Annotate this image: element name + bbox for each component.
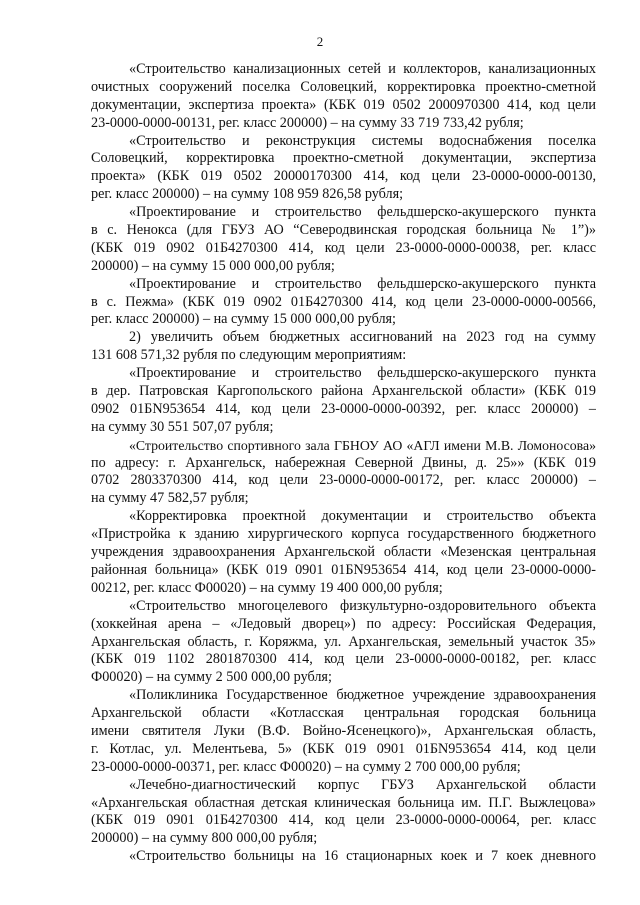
text-line: 200000) – на сумму 800 000,00 рубля;: [91, 830, 318, 847]
text-line: Соловецкий, корректировка проектно-сметной документации, экспертиза: [91, 150, 596, 167]
paragraph: [91, 204, 596, 276]
text-line: рег. класс 200000) – на сумму 108 959 826,58 рубля;: [91, 186, 404, 203]
text-line: «Пристройка к зданию хирургического корпуса государственного бюджетного: [91, 526, 596, 543]
text-line: в с. Ненокса (для ГБУЗ АО “Северодвинская городская больница № 1”)»: [91, 222, 596, 239]
page-number: 2: [316, 34, 324, 49]
paragraph: [91, 329, 596, 365]
text-line: учреждения здравоохранения Архангельской области «Мезенская центральная: [91, 544, 596, 561]
text-line: Архангельская область, г. Коряжма, ул. Архангельская, земельный участок 35»: [91, 633, 596, 650]
text-line: «Проектирование и строительство фельдшерско-акушерского пункта: [129, 204, 596, 221]
text-line: «Строительство спортивного зала ГБНОУ АО «АГЛ имени М.В. Ломоносова»: [129, 437, 596, 453]
text-line: в с. Пежма» (КБК 019 0902 01Б4270300 414, код цели 23-0000-0000-00566,: [91, 293, 596, 310]
text-line: «Строительство многоцелевого физкультурно-оздоровительного объекта: [129, 597, 596, 614]
text-line: 0702 2803370300 414, код цели 23-0000-0000-00172, рег. класс 200000) –: [91, 472, 596, 489]
text-line: (хоккейная арена – «Ледовый дворец») по адресу: Российская Федерация,: [91, 615, 596, 632]
document-body: [91, 61, 596, 866]
text-line: (КБК 019 1102 2801870300 414, код цели 23-0000-0000-00182, рег. класс: [91, 651, 596, 668]
text-line: 23-0000-0000-00371, рег. класс Ф00020) – на сумму 2 700 000,00 рубля;: [91, 758, 521, 775]
paragraph: [91, 598, 596, 687]
paragraph: [91, 276, 596, 330]
text-line: Архангельской области «Котласская центральная городская больница: [91, 705, 596, 722]
text-line: «Корректировка проектной документации и строительство объекта: [129, 508, 596, 525]
text-line: имени святителя Луки (В.Ф. Войно-Ясенецкого)», Архангельская область,: [91, 722, 596, 739]
text-line: на сумму 30 551 507,07 рубля;: [91, 418, 274, 435]
text-line: районная больница» (КБК 019 0901 01БN953654 414, код цели 23-0000-0000-: [91, 561, 596, 578]
paragraph: [91, 61, 596, 133]
text-line: (КБК 019 0902 01Б4270300 414, код цели 23-0000-0000-00038, рег. класс: [91, 239, 596, 256]
text-line: документации, экспертиза проекта» (КБК 019 0502 2000970300 414, код цели: [91, 96, 596, 113]
text-line: очистных сооружений поселка Соловецкий, корректировка проектно-сметной: [91, 78, 596, 95]
text-line: «Строительство и реконструкция системы водоснабжения поселка: [129, 132, 596, 149]
text-line: «Проектирование и строительство фельдшерско-акушерского пункта: [129, 365, 596, 382]
text-line: 2) увеличить объем бюджетных ассигнований на 2023 год на сумму: [129, 329, 596, 346]
text-line: проекта» (КБК 019 0502 20000170300 414, код цели 23-0000-0000-00130,: [91, 168, 596, 185]
text-line: г. Котлас, ул. Мелентьева, 5» (КБК 019 0901 01БN953654 414, код цели: [91, 740, 596, 757]
text-line: «Поликлиника Государственное бюджетное учреждение здравоохранения: [129, 687, 596, 704]
text-line: в дер. Патровская Каргопольского района Архангельской области» (КБК 019: [91, 383, 596, 400]
text-line: 0902 01БN953654 414, код цели 23-0000-0000-00392, рег. класс 200000) –: [91, 400, 596, 417]
paragraph: [91, 848, 596, 866]
text-line: «Лечебно-диагностический корпус ГБУЗ Архангельской области: [129, 776, 596, 793]
text-line: 200000) – на сумму 15 000 000,00 рубля;: [91, 257, 335, 274]
paragraph: [91, 687, 596, 776]
paragraph: [91, 365, 596, 437]
text-line: «Строительство канализационных сетей и коллекторов, канализационных: [129, 61, 596, 77]
paragraph: [91, 508, 596, 597]
text-line: Ф00020) – на сумму 2 500 000,00 рубля;: [91, 669, 332, 686]
text-line: 131 608 571,32 рубля по следующим мероприятиям:: [91, 347, 407, 364]
paragraph: [91, 777, 596, 849]
text-line: «Архангельская областная детская клиническая больница им. П.Г. Выжлецова»: [91, 794, 596, 811]
text-line: рег. класс 200000) – на сумму 15 000 000,00 рубля;: [91, 311, 396, 328]
paragraph: [91, 133, 596, 205]
text-line: 00212, рег. класс Ф00020) – на сумму 19 400 000,00 рубля;: [91, 579, 443, 596]
text-line: на сумму 47 582,57 рубля;: [91, 490, 249, 507]
text-line: «Строительство больницы на 16 стационарных коек и 7 коек дневного: [129, 848, 596, 865]
text-line: 23-0000-0000-00131, рег. класс 200000) – на сумму 33 719 733,42 рубля;: [91, 114, 524, 131]
paragraph: [91, 437, 596, 509]
text-line: (КБК 019 0901 01Б4270300 414, код цели 23-0000-0000-00064, рег. класс: [91, 812, 596, 829]
text-line: «Проектирование и строительство фельдшерско-акушерского пункта: [129, 275, 596, 292]
text-line: по адресу: г. Архангельск, набережная Северной Двины, д. 25»» (КБК 019: [91, 454, 596, 471]
